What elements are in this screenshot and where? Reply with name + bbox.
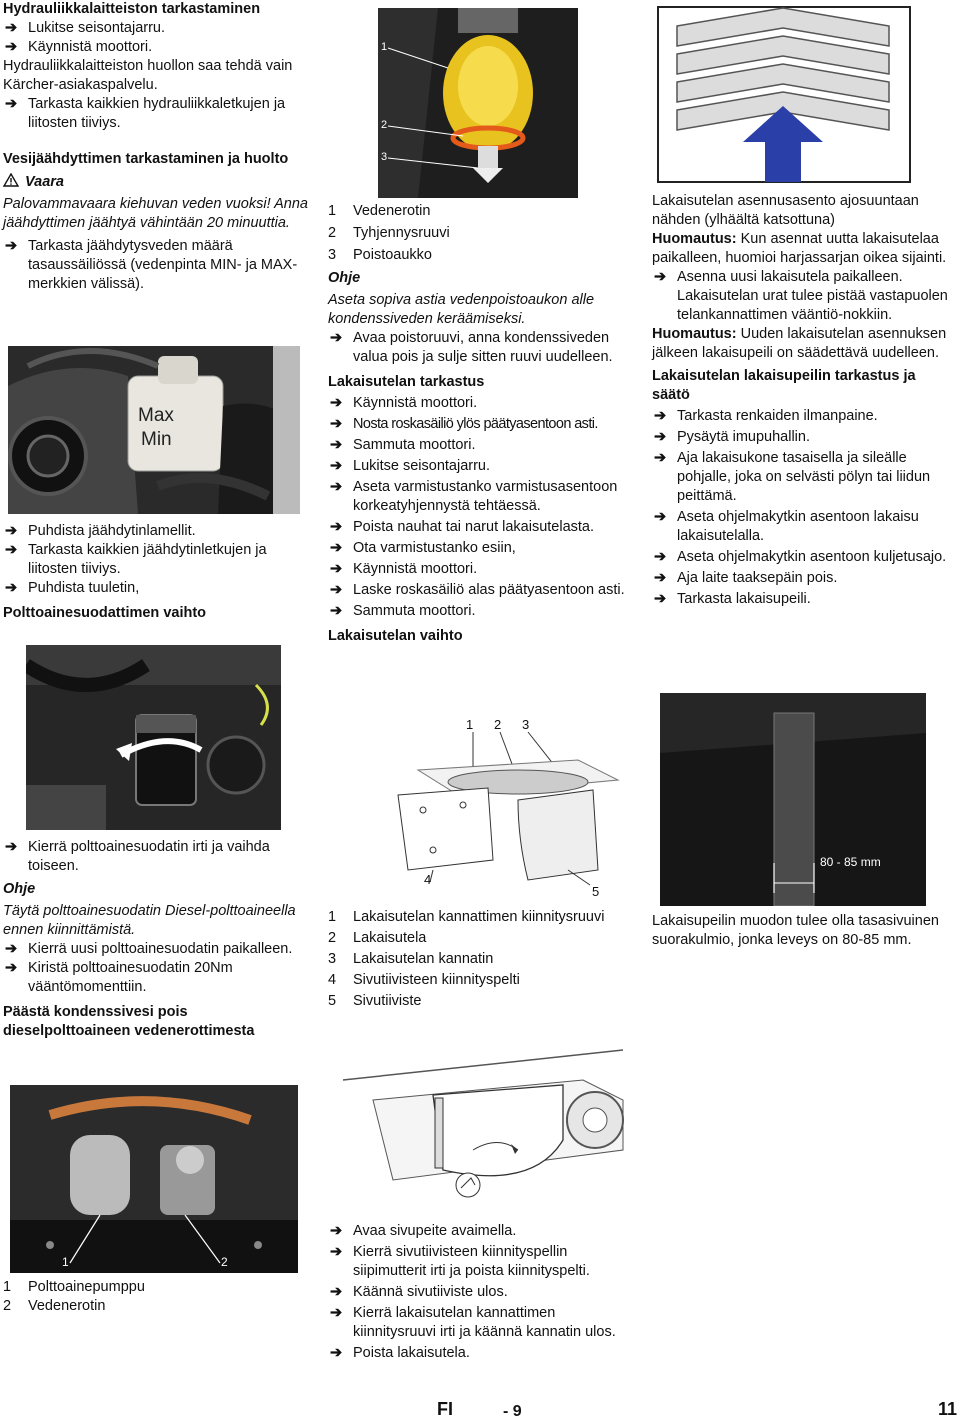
step: ➔ Sammuta moottori. — [330, 603, 476, 619]
section-title-condensate: Päästä kondenssivesi pois dieselpolttoaineen vedenerottimesta — [3, 1004, 255, 1039]
separator-section — [328, 202, 633, 646]
radiator-steps — [3, 522, 308, 623]
arrow-right-icon: ➔ — [330, 330, 343, 346]
legend-item: 2 Lakaisutela — [328, 930, 427, 946]
note-text: Aseta sopiva astia vedenpoistoaukon alle kondenssiveden keräämiseksi. — [328, 292, 595, 327]
footer-language: FI — [437, 1399, 453, 1419]
warning-text: Palovammavaara kiehuvan veden vuoksi! Anna jäähdyttimen jäähtyä vähintään 20 minuuttia. — [3, 196, 308, 231]
water-separator-closeup-photo — [378, 8, 578, 198]
note: Huomautus: Uuden lakaisutelan asennuksen jälkeen lakaisupeili on säädettävä uudelleen. — [652, 326, 947, 361]
brush-legend — [328, 908, 633, 1011]
step: ➔ Puhdista tuuletin, — [5, 580, 140, 596]
step: ➔ Käynnistä moottori. — [330, 561, 478, 577]
step: ➔ Avaa sivupeite avaimella. — [330, 1223, 517, 1239]
legend-item: 1 Polttoainepumppu — [3, 1279, 145, 1295]
step: ➔ Aja lakaisukone tasaisella ja sileälle pohjalle, joka on selvästi pölyn tai liidun peittämä. — [654, 450, 931, 504]
hydraulics-section — [3, 0, 308, 133]
step: ➔ Tarkasta renkaiden ilmanpaine. — [654, 408, 878, 424]
step: ➔ Poista lakaisutela. — [330, 1345, 470, 1361]
arrow-right-icon: ➔ — [654, 269, 667, 285]
brush-assembly-diagram — [378, 710, 628, 900]
arrow-right-icon: ➔ — [5, 960, 18, 976]
step: ➔ Kierrä polttoainesuodatin irti ja vaihda toiseen. — [5, 839, 270, 874]
step: ➔ Laske roskasäiliö alas päätyasentoon asti. — [330, 582, 625, 598]
arrow-right-icon: ➔ — [654, 408, 667, 424]
separator-legend — [3, 1278, 308, 1316]
section-title-brush-check: Lakaisutelan tarkastus — [328, 374, 485, 390]
caption: Lakaisutelan asennusasento ajosuuntaan nähden (ylhäältä katsottuna) — [652, 193, 919, 228]
legend-item: 2 Tyhjennysruuvi — [328, 225, 450, 241]
separator-closeup-graphic — [378, 8, 578, 198]
step: ➔ Pysäytä imupuhallin. — [654, 429, 810, 445]
step: ➔ Poista nauhat tai narut lakaisutelasta. — [330, 519, 595, 535]
arrow-right-icon: ➔ — [330, 1284, 343, 1300]
section-title-pattern-check: Lakaisutelan lakaisupeilin tarkastus ja säätö — [652, 368, 916, 403]
arrow-right-icon: ➔ — [654, 450, 667, 466]
callout-1: 1 — [466, 717, 474, 732]
legend-item: 5 Sivutiiviste — [328, 993, 422, 1009]
arrow-right-icon: ➔ — [330, 603, 343, 619]
note: Huomautus: Kun asennat uutta lakaisutelaa paikalleen, huomioi harjassarjan oikea sijainti. — [652, 231, 947, 266]
step: ➔ Tarkasta kaikkien jäähdytinletkujen ja liitosten tiiviys. — [5, 542, 267, 577]
step: ➔ Aseta ohjelmakytkin asentoon kuljetusajo. — [654, 549, 947, 565]
section-title-hydraulics: Hydrauliikkalaitteiston tarkastaminen — [3, 1, 261, 17]
fuel-filter-graphic — [26, 645, 281, 830]
step: ➔ Tarkasta lakaisupeili. — [654, 591, 811, 607]
warning-heading: Vaara — [3, 173, 308, 192]
warning-triangle-icon — [3, 173, 19, 187]
callout-2: 2 — [381, 119, 388, 131]
arrow-right-icon: ➔ — [330, 1305, 343, 1321]
step: ➔ Tarkasta kaikkien hydrauliikkaletkujen ja liitosten tiiviys. — [5, 96, 286, 131]
step: ➔ Kierrä lakaisutelan kannattimen kiinnitysruuvi irti ja käännä kannatin ulos. — [330, 1305, 616, 1340]
arrow-right-icon: ➔ — [5, 941, 18, 957]
step: ➔ Kiristä polttoainesuodatin 20Nm vääntömomenttiin. — [5, 960, 233, 995]
step: ➔ Ota varmistustanko esiin, — [330, 540, 516, 556]
diagram-graphic — [378, 710, 628, 900]
brush-pattern-diagram — [657, 6, 957, 186]
pattern-caption — [652, 912, 952, 950]
step: ➔ Aseta varmistustanko varmistusasentoon korkeatyhjennystä tehtäessä. — [330, 479, 618, 514]
arrow-right-icon: ➔ — [330, 561, 343, 577]
arrow-right-icon: ➔ — [5, 96, 18, 112]
step: ➔ Käännä sivutiiviste ulos. — [330, 1284, 508, 1300]
arrow-right-icon: ➔ — [5, 580, 18, 596]
callout-3: 3 — [522, 717, 530, 732]
caption: Lakaisupeilin muodon tulee olla tasasivuinen suorakulmio, jonka leveys on 80-85 mm. — [652, 913, 939, 948]
step: ➔ Käynnistä moottori. — [330, 395, 478, 411]
arrow-right-icon: ➔ — [330, 479, 343, 495]
section-title-fuel-filter: Polttoainesuodattimen vaihto — [3, 605, 207, 621]
arrow-right-icon: ➔ — [654, 570, 667, 586]
arrow-right-icon: ➔ — [5, 238, 18, 254]
arrow-right-icon: ➔ — [654, 509, 667, 525]
callout-1: 1 — [62, 1255, 69, 1269]
arrow-right-icon: ➔ — [5, 523, 18, 539]
legend-item: 1 Lakaisutelan kannattimen kiinnitysruuvi — [328, 909, 605, 925]
note-label: Ohje — [3, 881, 36, 897]
step: ➔ Kierrä sivutiivisteen kiinnityspellin siipimutterit irti ja poista kiinnityspelti. — [330, 1244, 590, 1279]
legend-item: 3 Lakaisutelan kannatin — [328, 951, 494, 967]
arrow-right-icon: ➔ — [330, 540, 343, 556]
arrow-right-icon: ➔ — [330, 437, 343, 453]
fuel-filter-steps — [3, 838, 308, 1041]
note-label: Ohje — [328, 270, 361, 286]
callout-4: 4 — [424, 872, 432, 887]
replace-steps — [328, 1222, 633, 1363]
min-label: Min — [141, 429, 172, 450]
section-title-brush-replace: Lakaisutelan vaihto — [328, 628, 463, 644]
step: ➔ Sammuta moottori. — [330, 437, 476, 453]
callout-2: 2 — [494, 717, 502, 732]
side-cover-graphic — [333, 1040, 633, 1210]
water-separator-graphic — [10, 1085, 298, 1273]
step: ➔ Aja laite taaksepäin pois. — [654, 570, 838, 586]
arrow-right-icon: ➔ — [330, 1244, 343, 1260]
sweep-pattern-photo — [660, 693, 926, 906]
callout-3: 3 — [381, 151, 388, 163]
step: ➔ Kierrä uusi polttoainesuodatin paikalleen. — [5, 941, 293, 957]
callout-1: 1 — [381, 41, 388, 53]
step: ➔ Tarkasta jäähdytysveden määrä tasaussäiliössä (vedenpinta MIN- ja MAX-merkkien välissä). — [5, 238, 298, 292]
footer-page: - 9 — [503, 1403, 522, 1420]
footer-page-number: 11 — [938, 1399, 958, 1419]
callout-2: 2 — [221, 1255, 228, 1269]
legend-item: 2 Vedenerotin — [3, 1298, 106, 1314]
step: ➔ Lukitse seisontajarru. — [330, 458, 491, 474]
step: ➔ Lukitse seisontajarru. — [5, 20, 166, 36]
installation-section — [652, 192, 952, 609]
radiator-section — [3, 150, 308, 294]
arrow-right-icon: ➔ — [330, 1223, 343, 1239]
radiator-reservoir-photo — [8, 346, 300, 514]
sweep-pattern-graphic — [660, 693, 926, 906]
max-label: Max — [138, 405, 174, 426]
arrow-right-icon: ➔ — [5, 542, 18, 558]
arrow-right-icon: ➔ — [5, 839, 18, 855]
step: ➔ Avaa poistoruuvi, anna kondenssiveden valua pois ja sulje sitten ruuvi uudelleen. — [330, 330, 613, 365]
arrow-right-icon: ➔ — [5, 39, 18, 55]
chevron-pattern-graphic — [657, 6, 957, 186]
arrow-right-icon: ➔ — [330, 416, 342, 432]
step: ➔ Nosta roskasäiliö ylös päätyasentoon asti. — [330, 416, 598, 432]
legend-item: 1 Vedenerotin — [328, 203, 431, 219]
arrow-right-icon: ➔ — [330, 1345, 343, 1361]
step: ➔ Puhdista jäähdytinlamellit. — [5, 523, 196, 539]
arrow-right-icon: ➔ — [5, 20, 18, 36]
legend-item: 3 Poistoaukko — [328, 247, 432, 263]
legend-item: 4 Sivutiivisteen kiinnityspelti — [328, 972, 520, 988]
arrow-right-icon: ➔ — [654, 549, 667, 565]
width-label: 80 - 85 mm — [820, 855, 881, 869]
side-cover-diagram — [333, 1040, 633, 1210]
callout-5: 5 — [592, 884, 600, 899]
arrow-right-icon: ➔ — [654, 429, 667, 445]
arrow-right-icon: ➔ — [654, 591, 667, 607]
info-text: Hydrauliikkalaitteiston huollon saa tehdä vain Kärcher-asiakaspalvelu. — [3, 58, 293, 93]
step: ➔ Aseta ohjelmakytkin asentoon lakaisu lakaisutelalla. — [654, 509, 919, 544]
step: ➔ Asenna uusi lakaisutela paikalleen. Lakaisutelan urat tulee pistää vastapuolen telankannattimen vääntiö-nokkiin. — [654, 269, 948, 323]
arrow-right-icon: ➔ — [330, 519, 343, 535]
step: ➔ Käynnistä moottori. — [5, 39, 153, 55]
note-text: Täytä polttoainesuodatin Diesel-polttoaineella ennen kiinnittämistä. — [3, 903, 296, 938]
arrow-right-icon: ➔ — [330, 395, 343, 411]
section-title-radiator: Vesijäähdyttimen tarkastaminen ja huolto — [3, 151, 289, 167]
arrow-right-icon: ➔ — [330, 582, 343, 598]
water-separator-photo — [10, 1085, 298, 1273]
fuel-filter-photo — [26, 645, 281, 830]
arrow-right-icon: ➔ — [330, 458, 343, 474]
